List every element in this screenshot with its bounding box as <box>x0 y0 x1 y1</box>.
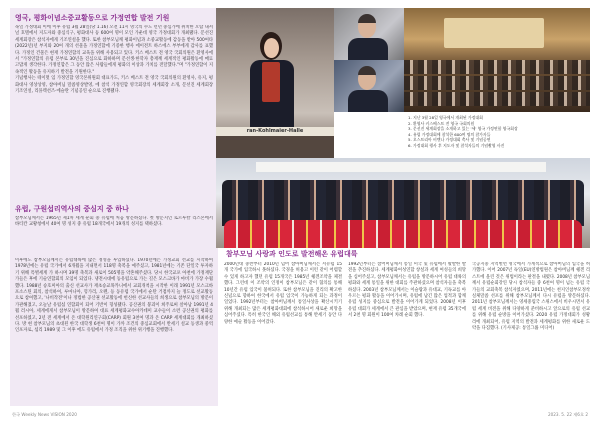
photo-audience-hall <box>404 8 590 112</box>
photo-caption: 2. 환영사 키스베스트 전 영국 국회의원 <box>408 120 475 126</box>
photo-captions <box>404 112 590 158</box>
footer-page-info: 2023. 5. 22 제6호 2 <box>547 412 588 417</box>
footer-publication: 한국 Weekly News VISION 2020 <box>12 412 77 417</box>
article-paragraph: 독일 가정대회 이에 이후 유럽 3월 28일(당 1.16) 오전 11시 영국의 수도 런던 중심가에 위치한 오랍 내셔널 호텔에서 지도자와 중심식구, 평화대사 등 600여 명이 모인 가운데 영국 가정대회가 개최됐다. 문선진 세계회장은 참석자에게 기조연설을 했다. 또한 참부모님께 평화이념과 소중교활동에 감동을 받아 500여타(2022년)년 부지와 20여 개의 선물을 가정연합에 기증한 행사 에이전트 하스에스 부부에게 감사를 표했다. 가정인 건물은 현재 가정연합의 교육을 위해 사용되고 있다. 키스 베스트 전 영국 국회의원은 환영사에서 "가정연합의 유럽 본부로 30년을 진심으로 화하하며 문선생·한학자 총재께 세계적인 평화활동에 매료 고맙게 생각한다. 가정연합은 그 동안 많은 사람들에게 평화의 이상과 가치를 전달했다."며 "가정연합이 지속적인 활동을 유지하기 발전을 기원한다." 기념행사는 테이멋 임 가정연합 영국본위원회 대표가도, 키스 베스트 전 영국 국회의원의 환영사, 유지, 평화대사 영상상영, 참아버님 말씀영상발영, 에 참석 가정연합 영국회장의 세계회장 소개, 문선진 세계회장 기조연설, 리플렉션즈·에슬란 기념공연 순으로 진행됐다. <box>15 25 213 95</box>
article-paragraph: 참부모님께서는 1965년 제1차 세계 순회 중 유럽에 처음 방문하셨다. 첫 방문지인 로르투칼 리스본에서 바티칸 교황청에서 40여 명 성지 중 유럽 18개국에서 19개의 성지를 택하셨다. <box>15 216 213 228</box>
section-title-europe: 유럽, 구원섭리역사의 중심지 중 하나 <box>15 205 129 213</box>
photo-group-with-dancers <box>216 158 590 248</box>
podium <box>216 136 334 158</box>
photo-caption: 5. 오스트리아 비엔나 가정대회 축사 및 기념공연 <box>408 137 491 143</box>
photo-caption: 4. 유럽 가정대회에 참석한 600여 명의 참가자들 <box>408 131 491 137</box>
hall-banner: ran-Kohlmaier-Halle <box>216 127 334 136</box>
article-column-2: 1992년부터는 참어머님께서 통일 미국 및 유럽에서 활발한 발전을 추진하셨다. 세계평화여성연합 창설과 세계 여성들의 희망을 심어주셨고, 참부모님께서는 유럽을 방문하시어 유럽 대륙의 평화와 세계 통일을 위한 대회를 주관하셨으며 참석자들을 축복하셨다. 2003년 참부모님께서는 이슬람과 유대교, 기독교를 아우르는 평화 활동을 이어가시며, 유럽에 남긴 많은 업적과 함께 유럽 성지를 중심으로 발전을 이어가게 되었다. 2008년 이후 유럽 대회가 세계에서 큰 관심을 받았으며, 현재 유럽 35개국에서 2천 명 회원이 100여 차례 순회 했다. <box>348 262 466 319</box>
photo-caption: 1. 지난 3월 28일 영국에서 개최된 가정대회 <box>408 115 483 120</box>
photo-caption: 6. 가정대회 행사 후 지도자 및 참석자들의 기념촬영 사진 <box>408 142 505 148</box>
article-column-1: 2000년대 중반부터 2010년 넘어 참아버님께서는 서유럽 15개 국가에 입국하시 못하셨다. 국경을 허용고 이런 같이 어렵할 수 있게 하고자 했던 유럽 15개국은 1985년 쉥겐조약을 체결했다. 그런데 이 조약의 인정이 참부모님은 같이 협의를 통해 10년간 유럽 입국이 불허되다. 또한 참부모님을 진리의 확고한 신념으로 향하여 한국에서 유럽 입국이 가능하게 되는 과정이 일었다. 1992년부터는 참아버님께서 통일사상을 확산시키기 위해 개최되는 많은 세계평화대회에 참석하시어 새로운 희망을 심어주셨다. 특히 한국인 해외 유럽선교를 통해 반세기 동안 다양한 예술 활동을 이어갔다. <box>224 262 342 325</box>
photo-speaker-at-podium <box>216 8 334 158</box>
photo-caption: 3. 문선진 세계회장을 소개하고 있는 '세' 영국 가정연합 영국회장 <box>408 126 518 132</box>
dancers-in-red <box>224 220 582 248</box>
article-column-3: 국공지중 지역별면 영국에서 가계적으로 참아버님의 입국을 허가했다. 이어 2007년 독일(EU)연방법원은 참아버님께 쉥겐 리스트에 올린 것은 위법이라는 판결을 내렸다. 2008년 참부모님께서 유럽순회강연 당시 참석자들 중 6천여 명이 넘는 유럽 국가들의 교회축복 참석자였으며, 2011년에는 천지인참부모정착실체말씀 선포를 위해 참부모님께서 다시 유럽을 방문하셨다. 2011년 참부모님께서는 영세중립국 스위스에서 비우시면서 유럽 세계 비전을 위해 다양하게 준비하시고 앞으로의 유럽 선교를 위해 유럽 순방을 이어가셨다. 2020 유럽 가정대회가 성황리에 개최되어, 유럽 지역의 발전과 세계평화를 위한 새로운 도약을 다짐했다. (기사제공: 통일그룹 미디어) <box>472 262 590 332</box>
section-title-uk: 영국, 평화이념소중교활동으로 가정연합 발전 기원 <box>15 14 170 22</box>
section-title-europe-continent: 참부모님 사랑과 인도로 발전해온 유럽대륙 <box>226 250 358 258</box>
photo-speaker-man-2 <box>334 60 404 112</box>
section-europe-history <box>216 248 590 404</box>
left-column <box>10 8 218 406</box>
page-footer <box>0 410 600 424</box>
article-paragraph: 이후에도 참부모님께서는 유럽대륙에 많은 정성을 투입하셨다. 1970년에는 가정교회 선교를 시작하여 1978년에는 유럽 국가에서 6개월을 지내면서 118명 축복을 예주셨고, 1981년에는 기존 단일국 투자하기 위해 특별세계 가 하시며 39명 축복과 새로이 505명을 약혼해주셨다. 당시 한국교포 아천에 가정재단가들은 후에 기술연합회의 모임이 되었다. 냉전시대에 동유럽으로 가는 길은 모스크바가 마비가 가장 수월했다. 1988년 승호미아의 출신 선교사가 재초승교목카니에서 교회개척을 시작한 이래 1991년 모스크바 포소스틴 회의, 참석하여, 루마니아, 헝가리, 오렌, 등 동유럽 국가에서 순탄 거점까지 늘 정도로 선교활동으로 참여했고, '나비작전'이나 정법한 공산권 선교활동에 헌신한 선교사들의 희생으로 참부모님의 방문이 가관해졌고, 오늘날 유럽섭 연합회이 되어 기반이 형성됐다. 공산권의 붕괴이 희주로써 살아남 1991년 4월 러시아, 세계에게서 참부모님이 방문하여 대표 세계평화교수아카데미 교수들이 소련 공산권의 평화를 선포하였고, 2년 전 세계에서 온 대학원리연구회(CARP) 회원 3천여 명과 온 CARP 세계대회를 개최하셨다. 방 현 참부모님의 초대된 한국 대학생 6천여 명이 가까 조건의 중심교회에서 반세기 설교 동생과 중역 인포자로, 섭리 1989 및 그 이후 에도 유럽에서 가정 조직을 위한 위기행을 진행했다. <box>15 258 213 334</box>
photo-speaker-man-1 <box>334 8 404 60</box>
